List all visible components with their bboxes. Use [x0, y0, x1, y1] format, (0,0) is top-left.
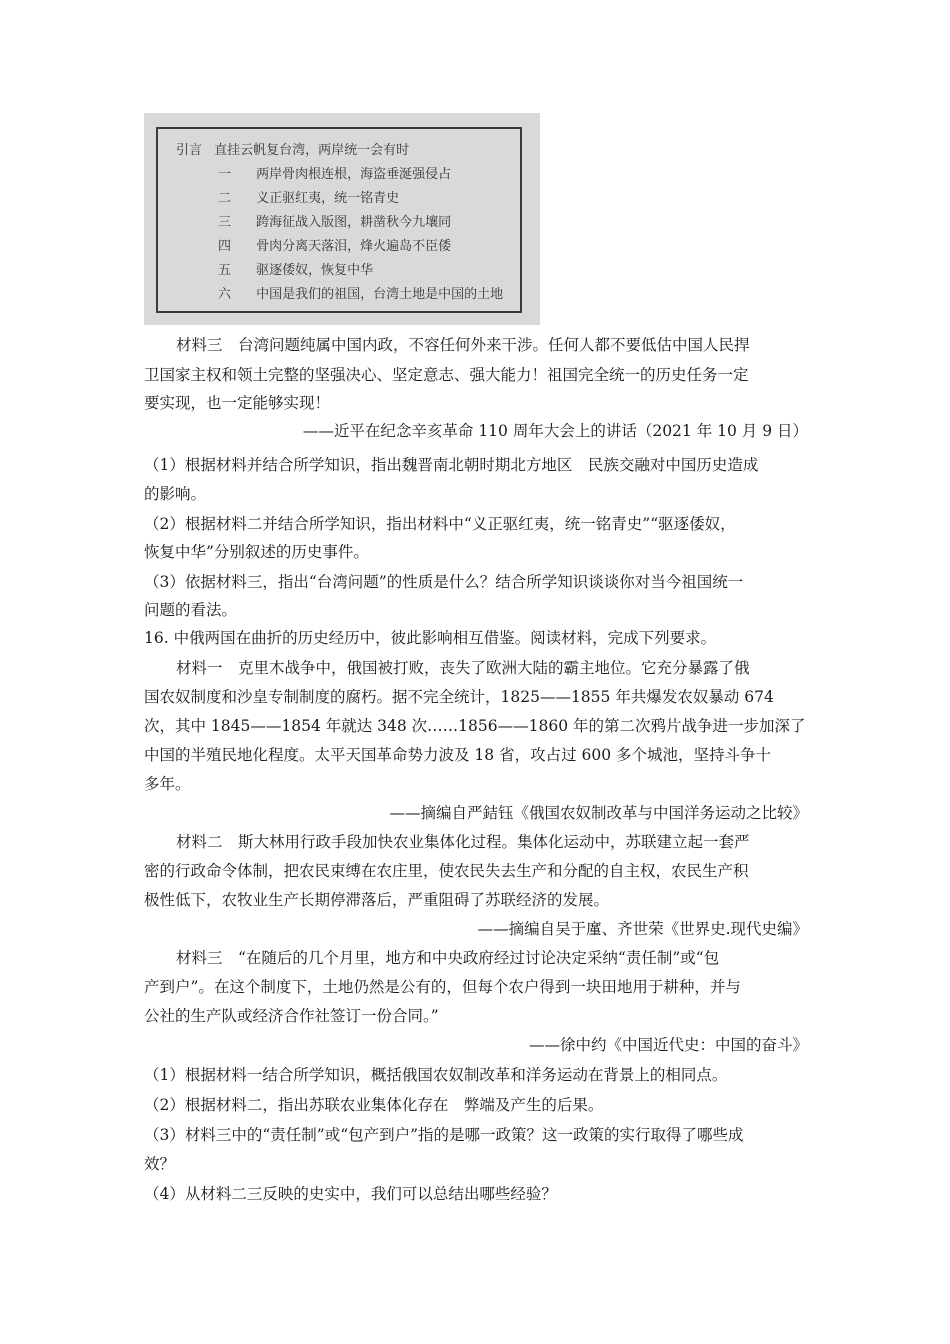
contents-line	[218, 259, 373, 278]
contents-line	[218, 283, 503, 302]
material-paragraph: 极性低下，农牧业生产长期停滞落后，严重阻碍了苏联经济的发展。	[144, 891, 610, 909]
material-paragraph: 次，其中 1845——1854 年就达 348 次……1856——1860 年的第二次鸦片战争进一步加深了	[144, 717, 806, 735]
material-paragraph: 多年。	[144, 775, 191, 793]
question-text: （1）根据材料一结合所学知识，概括俄国农奴制改革和洋务运动在背景上的相同点。	[144, 1066, 728, 1084]
contents-text: 驱逐倭奴，恢复中华	[256, 263, 374, 278]
material-paragraph: 国农奴制度和沙皇专制制度的腐朽。据不完全统计，1825——1855 年共爆发农奴暴动 674	[144, 688, 774, 706]
contents-text: 直挂云帆复台湾，两岸统一会有时	[214, 143, 410, 158]
question-heading: 16. 中俄两国在曲折的历史经历中，彼此影响相互借鉴。阅读材料，完成下列要求。	[144, 629, 717, 647]
material-paragraph: 材料一 克里木战争中，俄国被打败，丧失了欧洲大陆的霸主地位。它充分暴露了俄	[176, 659, 750, 677]
source-citation: ——摘编自吴于廑、齐世荣《世界史.现代史编》	[477, 920, 808, 938]
contents-line	[218, 163, 451, 182]
material-paragraph: 中国的半殖民地化程度。太平天国革命势力波及 18 省，攻占过 600 多个城池，坚持斗争十	[144, 746, 772, 764]
material-paragraph: 密的行政命令体制，把农民束缚在农庄里，使农民失去生产和分配的自主权，农民生产积	[144, 862, 749, 880]
contents-number: 六	[218, 287, 232, 302]
contents-number: 三	[218, 215, 232, 230]
question-text: （2）根据材料二，指出苏联农业集体化存在 弊端及产生的后果。	[144, 1096, 604, 1114]
contents-text: 两岸骨肉根连根，海盗垂涎强侵占	[256, 167, 452, 182]
material-paragraph: 公社的生产队或经济合作社签订一份合同。”	[144, 1007, 439, 1025]
question-text: （2）根据材料二并结合所学知识，指出材料中“义正驱红夷，统一铭青史”“驱逐倭奴，	[144, 515, 736, 533]
material-paragraph: 卫国家主权和领土完整的坚强决心、坚定意志、强大能力！祖国完全统一的历史任务一定	[144, 366, 749, 384]
question-text: 问题的看法。	[144, 601, 238, 619]
contents-number: 引言	[176, 143, 203, 158]
source-citation: ——摘编自严銡钰《俄国农奴制改革与中国洋务运动之比较》	[389, 804, 808, 822]
contents-number: 五	[218, 263, 232, 278]
contents-number: 一	[218, 167, 232, 182]
question-text: 效？	[144, 1155, 176, 1173]
question-text: （3）依据材料三，指出“台湾问题”的性质是什么？结合所学知识谈谈你对当今祖国统一	[144, 573, 744, 591]
material-paragraph: 材料二 斯大林用行政手段加快农业集体化过程。集体化运动中，苏联建立起一套严	[176, 833, 750, 851]
contents-line	[218, 235, 451, 254]
contents-line	[218, 187, 399, 206]
contents-text: 跨海征战入版图，耕凿秋今九壤同	[256, 215, 452, 230]
contents-text: 中国是我们的祖国，台湾土地是中国的土地	[256, 287, 504, 302]
contents-text: 义正驱红夷，统一铭青史	[256, 191, 400, 206]
question-text: （1）根据材料并结合所学知识，指出魏晋南北朝时期北方地区 民族交融对中国历史造成	[144, 456, 759, 474]
question-text: （3）材料三中的“责任制”或“包产到户”指的是哪一政策？这一政策的实行取得了哪些成	[144, 1126, 744, 1144]
question-text: （4）从材料二三反映的史实中，我们可以总结出哪些经验？	[144, 1185, 557, 1203]
contents-line	[218, 211, 451, 230]
material-paragraph: 要实现，也一定能够实现！	[144, 394, 331, 412]
question-text: 恢复中华”分别叙述的历史事件。	[144, 543, 369, 561]
contents-number: 二	[218, 191, 232, 206]
scanned-contents-image	[144, 113, 540, 325]
question-text: 的影响。	[144, 485, 207, 503]
material-paragraph: 产到户”。在这个制度下，土地仍然是公有的，但每个农户得到一块田地用于耕种，并与	[144, 978, 741, 996]
material-paragraph: 材料三 “在随后的几个月里，地方和中央政府经过讨论决定采纳“责任制”或“包	[176, 949, 720, 967]
material-paragraph: 材料三 台湾问题纯属中国内政，不容任何外来干涉。任何人都不要低估中国人民捍	[176, 336, 750, 354]
source-citation: ——近平在纪念辛亥革命 110 周年大会上的讲话（2021 年 10 月 9 日）	[302, 422, 808, 440]
contents-text: 骨肉分离天落泪，烽火遍岛不臣倭	[256, 239, 452, 254]
contents-frame	[156, 127, 522, 313]
contents-line	[176, 139, 409, 158]
source-citation: ——徐中约《中国近代史：中国的奋斗》	[528, 1036, 808, 1054]
contents-number: 四	[218, 239, 232, 254]
